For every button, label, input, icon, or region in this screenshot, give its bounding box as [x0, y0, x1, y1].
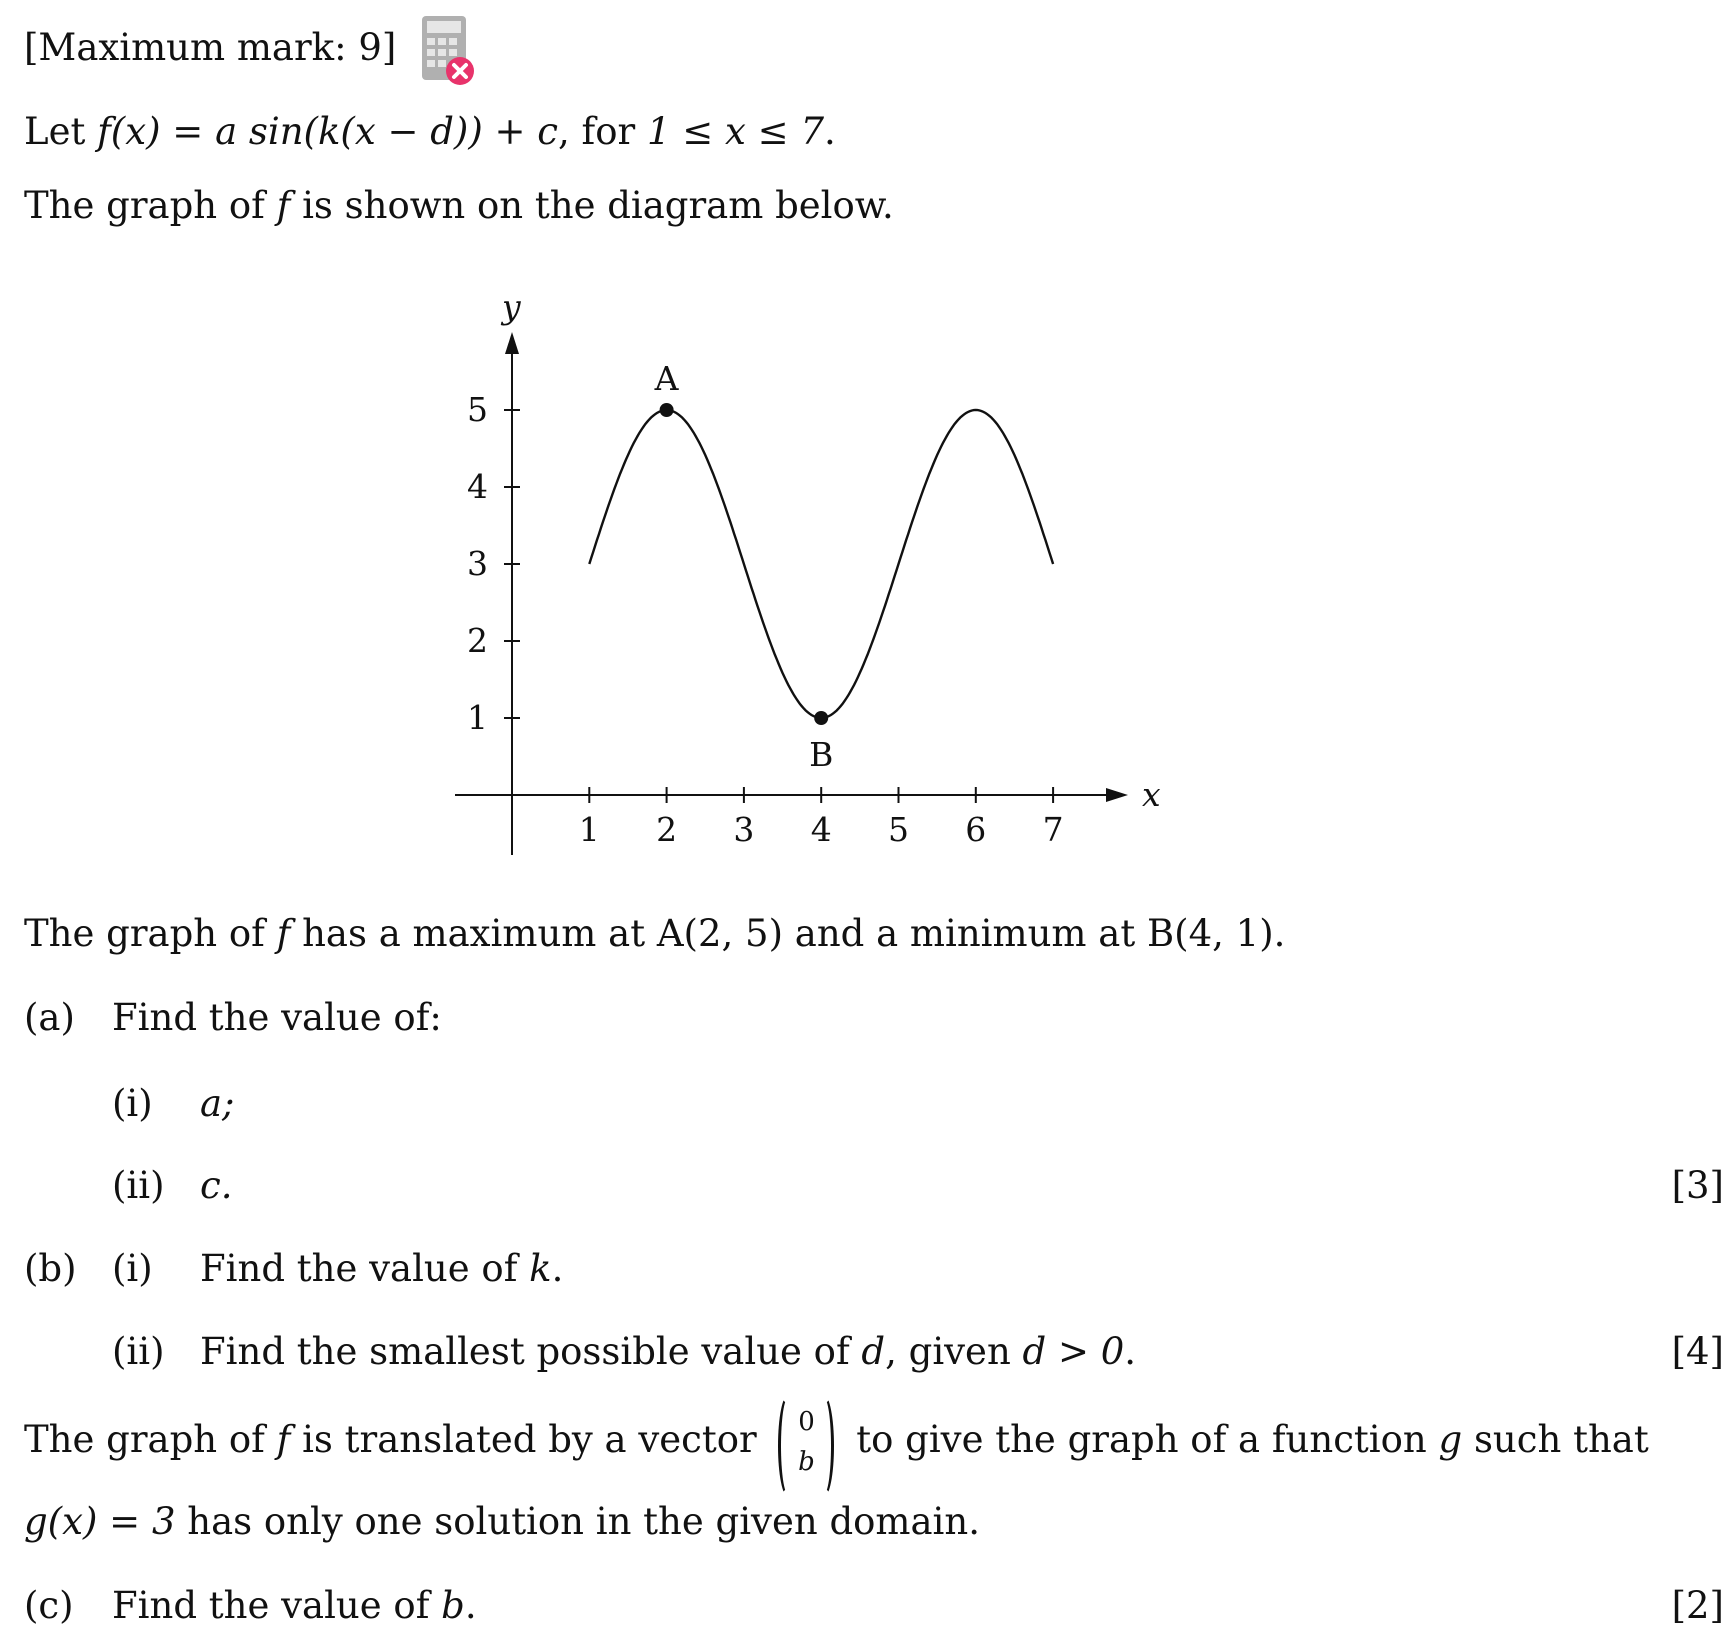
max-mark: [Maximum mark: 9]: [24, 26, 397, 69]
part-c-text: Find the value of b.: [112, 1584, 477, 1627]
vector-bottom: b: [798, 1446, 815, 1477]
graph-intro-line: The graph of f is shown on the diagram below.: [24, 184, 894, 227]
part-c-marks: [2]: [1671, 1584, 1724, 1627]
translation-vector: [774, 1395, 838, 1491]
series-line-f: [589, 410, 1053, 718]
part-c-label: (c): [24, 1584, 74, 1627]
x-tick-label: 2: [656, 810, 678, 849]
part-b-i-text: Find the value of k.: [200, 1247, 564, 1290]
part-a-text: Find the value of:: [112, 996, 442, 1039]
axes: [455, 350, 1110, 855]
vector-top: 0: [798, 1406, 815, 1437]
y-axis-arrow: [505, 332, 519, 354]
x-tick-label: 3: [733, 810, 755, 849]
function-definition-line: Let f(x) = a sin(k(x − d)) + c, for 1 ≤ x ≤ 7.: [24, 110, 836, 153]
part-a-ii-text: c.: [200, 1164, 233, 1207]
function-graph: [440, 275, 1180, 875]
x-axis-arrow: [1106, 788, 1128, 802]
part-b-ii-text: Find the smallest possible value of d, given d > 0.: [200, 1330, 1137, 1373]
y-tick-label: 1: [467, 698, 488, 737]
point-a: [660, 403, 674, 417]
function-definition: f(x) = a sin(k(x − d)) + c: [97, 110, 559, 153]
part-a-label: (a): [24, 996, 75, 1039]
y-tick-label: 2: [467, 621, 488, 660]
point-b: [814, 711, 828, 725]
part-a-i-label: (i): [112, 1082, 153, 1125]
part-a-marks: [3]: [1671, 1164, 1724, 1207]
part-a-i-text: a;: [200, 1082, 235, 1125]
point-label-b: B: [809, 735, 834, 774]
y-tick-label: 4: [467, 467, 488, 506]
x-tick-label: 6: [965, 810, 987, 849]
part-b-marks: [4]: [1671, 1330, 1724, 1373]
y-axis-label: y: [502, 287, 521, 326]
part-b-ii-label: (ii): [112, 1330, 165, 1373]
x-axis-label: x: [1142, 775, 1161, 814]
x-tick-label: 4: [810, 810, 832, 849]
x-tick-label: 5: [888, 810, 909, 849]
point-label-a: A: [654, 359, 679, 398]
translation-statement: The graph of f is translated by a vector 0 b to give the graph of a function g such that: [24, 1392, 1649, 1491]
domain: 1 ≤ x ≤ 7: [646, 110, 824, 153]
part-b-label: (b): [24, 1247, 77, 1290]
x-tick-label: 7: [1042, 810, 1064, 849]
calculator-not-allowed-icon: [420, 14, 476, 88]
y-tick-label: 5: [467, 390, 488, 429]
y-tick-label: 3: [467, 544, 488, 583]
x-tick-label: 1: [578, 810, 600, 849]
extrema-statement: The graph of f has a maximum at A(2, 5) and a minimum at B(4, 1).: [24, 912, 1286, 955]
part-b-i-label: (i): [112, 1247, 153, 1290]
translation-condition: g(x) = 3 has only one solution in the given domain.: [24, 1500, 980, 1543]
part-a-ii-label: (ii): [112, 1164, 165, 1207]
